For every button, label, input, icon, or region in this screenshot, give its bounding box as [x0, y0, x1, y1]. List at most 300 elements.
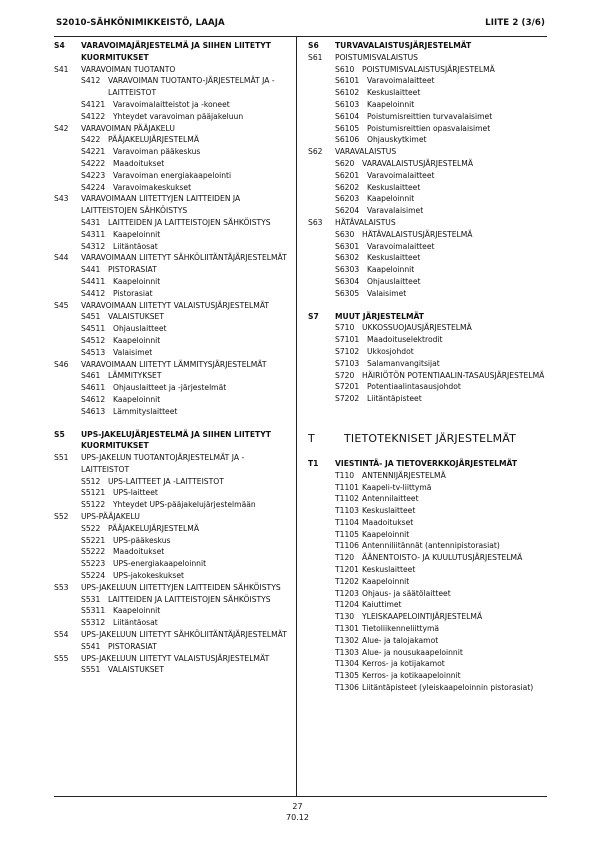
entry-title: UPS-LAITTEET JA -LAITTEISTOT — [108, 476, 224, 486]
entry-title: Kaiuttimet — [362, 600, 402, 610]
nomenclature-entry — [54, 323, 292, 335]
nomenclature-entry — [308, 564, 548, 576]
nomenclature-entry — [308, 346, 548, 358]
entry-title: Kaapeloinnit — [113, 276, 161, 286]
entry-code: S5 — [54, 429, 65, 439]
entry-code: S7102 — [335, 346, 360, 356]
nomenclature-entry — [54, 99, 292, 111]
entry-title: Kaapeloinnit — [113, 229, 161, 239]
entry-title: PISTORASIAT — [108, 641, 157, 651]
nomenclature-entry — [308, 241, 548, 253]
entry-title: VARAVOIMAN PÄÄJAKELU — [81, 123, 175, 133]
entry-code: T1302 — [335, 635, 359, 645]
entry-code: T1102 — [335, 494, 359, 504]
entry-title: VIESTINTÄ- JA TIETOVERKKOJÄRJESTELMÄT — [335, 458, 518, 468]
entry-code: S4222 — [81, 158, 106, 168]
entry-code: T1202 — [335, 576, 359, 586]
entry-title: Alue- ja nousukaapeloinnit — [362, 647, 463, 657]
nomenclature-entry — [308, 170, 548, 182]
entry-code: S63 — [308, 217, 323, 227]
nomenclature-entry — [308, 311, 548, 323]
nomenclature-entry — [308, 217, 548, 229]
nomenclature-entry — [308, 64, 548, 76]
entry-title: YLEISKAAPELOINTIJÄRJESTELMÄ — [362, 612, 483, 622]
entry-title: UPS-jakokeskukset — [113, 571, 184, 581]
entry-code: S531 — [81, 594, 101, 604]
entry-code: S620 — [335, 158, 355, 168]
entry-title: Varavoimalaitteet — [367, 170, 435, 180]
entry-title: Varavoiman pääkeskus — [113, 147, 201, 157]
entry-code: T1304 — [335, 659, 359, 669]
entry-title: Kaapeloinnit — [367, 265, 415, 275]
nomenclature-entry — [54, 594, 292, 606]
entry-code: S431 — [81, 217, 101, 227]
entry-title: Tietoliikenneliittymä — [362, 624, 440, 634]
entry-code: S62 — [308, 147, 323, 157]
entry-title: Kerros- ja kotikaapeloinnit — [362, 671, 461, 681]
entry-title: Valaisimet — [113, 347, 153, 357]
nomenclature-entry — [54, 241, 292, 253]
nomenclature-entry — [54, 123, 292, 135]
nomenclature-entry — [54, 217, 292, 229]
entry-title: Ohjauslaitteet ja -järjestelmät — [113, 383, 227, 393]
nomenclature-entry — [308, 182, 548, 194]
entry-title: Ohjauslaitteet — [367, 276, 421, 286]
nomenclature-entry — [54, 193, 292, 217]
entry-code: S4613 — [81, 406, 106, 416]
entry-code: T1301 — [335, 624, 359, 634]
nomenclature-entry — [54, 452, 292, 476]
nomenclature-entry — [54, 75, 292, 99]
nomenclature-entry — [308, 370, 548, 382]
entry-code: T1201 — [335, 565, 359, 575]
nomenclature-entry — [308, 658, 548, 670]
entry-title: LAITTEIDEN JA LAITTEISTOJEN SÄHKÖISTYS — [108, 594, 271, 604]
entry-code: S52 — [54, 512, 69, 522]
entry-code: S6204 — [335, 206, 360, 216]
entry-title: VARAVOIMAAN LIITETTYJEN LAITTEIDEN JA LAITTEISTOJEN SÄHKÖISTYS — [81, 194, 241, 216]
nomenclature-entry — [308, 322, 548, 334]
entry-title: Varavoiman energiakaapelointi — [113, 170, 232, 180]
entry-title: UPS-JAKELUN TUOTANTOJÄRJESTELMÄT JA -LAITTEISTOT — [81, 453, 245, 474]
entry-code: S6305 — [335, 288, 360, 298]
nomenclature-entry — [308, 588, 548, 600]
nomenclature-entry — [54, 359, 292, 371]
entry-title: Kaapeloinnit — [362, 576, 410, 586]
entry-code: S6304 — [335, 276, 360, 286]
entry-code: S512 — [81, 476, 101, 486]
nomenclature-entry — [308, 276, 548, 288]
entry-code: S4 — [54, 41, 65, 50]
entry-title: UKKOSSUOJAUSJÄRJESTELMÄ — [362, 323, 472, 333]
entry-code: S4612 — [81, 394, 106, 404]
entry-code: T1105 — [335, 529, 359, 539]
nomenclature-entry — [308, 635, 548, 647]
nomenclature-entry — [54, 111, 292, 123]
nomenclature-entry — [54, 546, 292, 558]
entry-code: S6203 — [335, 194, 360, 204]
entry-code: S4511 — [81, 324, 106, 334]
nomenclature-entry — [54, 511, 292, 523]
entry-title: Keskuslaitteet — [362, 565, 416, 575]
entry-code: S5221 — [81, 535, 106, 545]
section-spacer — [308, 447, 548, 458]
entry-title: ÄÄNENTOISTO- JA KUULUTUSJÄRJESTELMÄ — [362, 553, 523, 563]
entry-code: S61 — [308, 52, 323, 62]
nomenclature-entry — [308, 647, 548, 659]
entry-title: UPS-pääkeskus — [113, 535, 171, 545]
nomenclature-entry — [308, 529, 548, 541]
entry-code: S6106 — [335, 135, 360, 145]
left-column — [54, 40, 292, 676]
nomenclature-entry — [308, 576, 548, 588]
entry-code: S412 — [81, 76, 101, 86]
nomenclature-entry — [308, 552, 548, 564]
nomenclature-entry — [308, 431, 548, 447]
nomenclature-entry — [54, 229, 292, 241]
entry-title: Varavoimalaitteistot ja -koneet — [113, 99, 230, 109]
nomenclature-entry — [54, 64, 292, 76]
entry-code: S45 — [54, 300, 69, 310]
entry-code: T1106 — [335, 541, 359, 551]
entry-title: Varavoimalaitteet — [367, 76, 435, 86]
nomenclature-entry — [308, 193, 548, 205]
entry-title: LAITTEIDEN JA LAITTEISTOJEN SÄHKÖISTYS — [108, 217, 271, 227]
entry-title: Keskuslaitteet — [362, 506, 416, 516]
entry-code: T1305 — [335, 671, 359, 681]
entry-code: S5311 — [81, 606, 106, 616]
entry-code: S53 — [54, 582, 69, 592]
nomenclature-entry — [308, 381, 548, 393]
nomenclature-entry — [54, 476, 292, 488]
section-spacer — [308, 300, 548, 311]
entry-title: UPS-laitteet — [113, 488, 158, 498]
entry-code: T1203 — [335, 588, 359, 598]
entry-code: S422 — [81, 135, 101, 145]
nomenclature-entry — [54, 300, 292, 312]
entry-title: Keskuslaitteet — [367, 253, 421, 263]
entry-title: VARAVOIMAAN LIITETYT LÄMMITYSJÄRJESTELMÄT — [81, 359, 267, 369]
entry-code: S6302 — [335, 253, 360, 263]
nomenclature-entry — [308, 75, 548, 87]
entry-code: S4122 — [81, 111, 106, 121]
nomenclature-entry — [54, 40, 292, 64]
entry-title: Kaapeloinnit — [367, 99, 415, 109]
entry-title: TURVAVALAISTUSJÄRJESTELMÄT — [335, 41, 472, 50]
entry-code: S6105 — [335, 123, 360, 133]
entry-code: T110 — [335, 470, 355, 480]
nomenclature-entry — [308, 505, 548, 517]
nomenclature-entry — [54, 335, 292, 347]
right-column — [308, 40, 548, 694]
entry-title: PÄÄJAKELUJÄRJESTELMÄ — [108, 523, 200, 533]
entry-title: Ohjaus- ja säätölaitteet — [362, 588, 451, 598]
entry-code: S54 — [54, 630, 69, 640]
entry-title: Potentiaalintasausjohdot — [367, 382, 461, 392]
entry-code: S451 — [81, 312, 101, 322]
entry-title: TIETOTEKNISET JÄRJESTELMÄT — [344, 431, 517, 445]
entry-code: T1103 — [335, 506, 359, 516]
entry-code: S4311 — [81, 229, 106, 239]
entry-title: Poistumisreittien opasvalaisimet — [367, 123, 491, 133]
entry-code: S4121 — [81, 99, 106, 109]
entry-title: UPS-JAKELUUN LIITETTYJEN LAITTEIDEN SÄHKÖISTYS — [81, 582, 281, 592]
entry-title: Poistumisreittien turvavalaisimet — [367, 111, 493, 121]
entry-code: S441 — [81, 265, 101, 275]
nomenclature-entry — [308, 288, 548, 300]
entry-code: S5121 — [81, 488, 106, 498]
entry-code: S541 — [81, 641, 101, 651]
entry-code: T1101 — [335, 482, 359, 492]
nomenclature-entry — [54, 499, 292, 511]
entry-code: S4224 — [81, 182, 106, 192]
nomenclature-entry — [54, 429, 292, 453]
nomenclature-entry — [308, 670, 548, 682]
entry-title: Varavoimalaitteet — [367, 241, 435, 251]
nomenclature-entry — [54, 146, 292, 158]
nomenclature-entry — [308, 482, 548, 494]
entry-code: S6201 — [335, 170, 360, 180]
nomenclature-entry — [308, 611, 548, 623]
entry-code: T1303 — [335, 647, 359, 657]
nomenclature-entry — [308, 205, 548, 217]
column-divider — [296, 36, 297, 796]
header-rule — [54, 36, 547, 37]
entry-code: T1104 — [335, 517, 359, 527]
nomenclature-entry — [54, 370, 292, 382]
entry-code: S7202 — [335, 394, 360, 404]
nomenclature-entry — [308, 123, 548, 135]
nomenclature-entry — [308, 358, 548, 370]
nomenclature-entry — [308, 623, 548, 635]
entry-code: S5223 — [81, 559, 106, 569]
entry-title: Maadoitukset — [113, 547, 165, 557]
nomenclature-entry — [308, 517, 548, 529]
nomenclature-entry — [54, 276, 292, 288]
entry-code: S461 — [81, 371, 101, 381]
entry-title: Kaapeloinnit — [362, 529, 410, 539]
entry-title: Liitäntäosat — [113, 618, 158, 628]
nomenclature-entry — [54, 617, 292, 629]
entry-code: S4312 — [81, 241, 106, 251]
entry-title: Liitäntäosat — [113, 241, 158, 251]
nomenclature-entry — [54, 170, 292, 182]
entry-code: S4221 — [81, 147, 106, 157]
nomenclature-entry — [54, 641, 292, 653]
entry-title: Yhteydet UPS-pääjakelujärjestelmään — [113, 500, 256, 510]
section-spacer — [54, 418, 292, 429]
nomenclature-entry — [54, 523, 292, 535]
entry-code: S6101 — [335, 76, 360, 86]
entry-code: S46 — [54, 359, 69, 369]
entry-code: T1204 — [335, 600, 359, 610]
entry-title: Kaapeloinnit — [113, 335, 161, 345]
nomenclature-entry — [308, 52, 548, 64]
nomenclature-entry — [54, 182, 292, 194]
entry-title: HÄTÄVALAISTUSJÄRJESTELMÄ — [362, 229, 473, 239]
entry-title: VARAVOIMAJÄRJESTELMÄ JA SIIHEN LIITETYT KUORMITUKSET — [81, 41, 271, 62]
nomenclature-entry — [54, 664, 292, 676]
entry-code: S522 — [81, 523, 101, 533]
entry-title: UPS-JAKELUJÄRJESTELMÄ JA SIIHEN LIITETYT KUORMITUKSET — [81, 429, 271, 451]
entry-title: VALAISTUKSET — [108, 312, 164, 322]
document-header-title: S2010-SÄHKÖNIMIKKEISTÖ, LAAJA — [56, 18, 225, 28]
nomenclature-entry — [54, 288, 292, 300]
entry-title: Maadoitukset — [362, 517, 414, 527]
footer-rule — [54, 796, 547, 797]
entry-title: UPS-energiakaapeloinnit — [113, 559, 207, 569]
entry-title: VARAVOIMAAN LIITETYT SÄHKÖLIITÄNTÄJÄRJESTELMÄT — [81, 253, 287, 263]
entry-code: S4611 — [81, 383, 106, 393]
nomenclature-entry — [308, 229, 548, 241]
nomenclature-entry — [54, 629, 292, 641]
entry-code: S7201 — [335, 382, 360, 392]
entry-code: S720 — [335, 370, 355, 380]
nomenclature-entry — [308, 146, 548, 158]
entry-code: S4513 — [81, 347, 106, 357]
nomenclature-entry — [54, 347, 292, 359]
entry-code: S43 — [54, 194, 69, 204]
entry-code: S610 — [335, 64, 355, 74]
document-header-page-ref: LIITE 2 (3/6) — [485, 18, 545, 28]
entry-code: T1306 — [335, 683, 359, 693]
nomenclature-entry — [54, 134, 292, 146]
entry-title: Kaapeli-tv-liittymä — [362, 482, 432, 492]
entry-title: UPS-JAKELUUN LIITETYT SÄHKÖLIITÄNTÄJÄRJESTELMÄT — [81, 630, 287, 640]
nomenclature-entry — [308, 87, 548, 99]
entry-title: VARAVALAISTUS — [335, 147, 397, 157]
entry-title: Valaisimet — [367, 288, 407, 298]
nomenclature-entry — [308, 252, 548, 264]
entry-title: VARAVOIMAAN LIITETYT VALAISTUSJÄRJESTELMÄT — [81, 300, 270, 310]
nomenclature-entry — [54, 252, 292, 264]
entry-title: Antenniliitännät (antennipistorasiat) — [362, 541, 500, 551]
nomenclature-entry — [308, 334, 548, 346]
entry-code: S5312 — [81, 618, 106, 628]
nomenclature-entry — [54, 582, 292, 594]
nomenclature-entry — [308, 493, 548, 505]
entry-code: S6 — [308, 41, 319, 50]
nomenclature-entry — [308, 134, 548, 146]
entry-title: VARAVALAISTUSJÄRJESTELMÄ — [362, 158, 474, 168]
entry-title: Varavoimakeskukset — [113, 182, 192, 192]
entry-title: UPS-PÄÄJAKELU — [81, 512, 140, 522]
entry-title: Lämmityslaitteet — [113, 406, 178, 416]
entry-code: S6103 — [335, 99, 360, 109]
nomenclature-entry — [308, 393, 548, 405]
entry-code: S7101 — [335, 335, 360, 345]
nomenclature-entry — [54, 394, 292, 406]
entry-title: MUUT JÄRJESTELMÄT — [335, 311, 424, 321]
entry-title: Keskuslaitteet — [367, 88, 421, 98]
entry-title: Maadoitukset — [113, 158, 165, 168]
entry-code: S4412 — [81, 288, 106, 298]
nomenclature-entry — [308, 470, 548, 482]
entry-code: S4411 — [81, 276, 106, 286]
entry-title: Ohjauskytkimet — [367, 135, 427, 145]
entry-code: S6102 — [335, 88, 360, 98]
nomenclature-entry — [54, 653, 292, 665]
entry-code: S44 — [54, 253, 69, 263]
entry-title: VARAVOIMAN TUOTANTO-JÄRJESTELMÄT JA -LAITTEISTOT — [108, 76, 275, 98]
entry-title: Yhteydet varavoiman pääjakeluun — [113, 111, 244, 121]
entry-title: LÄMMITYKSET — [108, 371, 162, 381]
entry-title: VARAVOIMAN TUOTANTO — [81, 64, 176, 74]
entry-code: S6301 — [335, 241, 360, 251]
nomenclature-entry — [308, 682, 548, 694]
entry-code: S7 — [308, 311, 319, 321]
section-spacer — [308, 405, 548, 431]
entry-code: S6104 — [335, 111, 360, 121]
entry-code: T130 — [335, 612, 355, 622]
entry-title: POISTUMISVALAISTUSJÄRJESTELMÄ — [362, 64, 495, 74]
entry-code: S42 — [54, 123, 69, 133]
entry-title: PÄÄJAKELUJÄRJESTELMÄ — [108, 135, 200, 145]
entry-title: Kaapeloinnit — [113, 394, 161, 404]
nomenclature-entry — [54, 570, 292, 582]
entry-title: Ukkosjohdot — [367, 346, 414, 356]
entry-title: UPS-JAKELUUN LIITETYT VALAISTUSJÄRJESTELMÄT — [81, 653, 270, 663]
nomenclature-entry — [308, 540, 548, 552]
nomenclature-entry — [308, 40, 548, 52]
entry-code: S551 — [81, 665, 101, 675]
entry-code: S41 — [54, 64, 69, 74]
entry-title: Ohjauslaitteet — [113, 324, 167, 334]
entry-code: S6303 — [335, 265, 360, 275]
nomenclature-entry — [54, 487, 292, 499]
nomenclature-entry — [54, 311, 292, 323]
entry-title: Alue- ja talojakamot — [362, 635, 439, 645]
entry-title: HÄTÄVALAISTUS — [335, 217, 396, 227]
entry-code: S710 — [335, 323, 355, 333]
nomenclature-entry — [54, 406, 292, 418]
entry-code: T — [308, 431, 315, 445]
entry-code: S5122 — [81, 500, 106, 510]
entry-code: S4223 — [81, 170, 106, 180]
entry-title: HÄIRIÖTÖN POTENTIAALIN-TASAUSJÄRJESTELMÄ — [362, 370, 545, 380]
nomenclature-entry — [308, 111, 548, 123]
nomenclature-entry — [308, 599, 548, 611]
entry-code: S630 — [335, 229, 355, 239]
entry-title: ANTENNIJÄRJESTELMÄ — [362, 470, 446, 480]
entry-title: Varavalaisimet — [367, 206, 424, 216]
nomenclature-entry — [54, 535, 292, 547]
entry-code: S5222 — [81, 547, 106, 557]
entry-title: VALAISTUKSET — [108, 665, 164, 675]
entry-title: Maadoituselektrodit — [367, 335, 443, 345]
nomenclature-entry — [54, 382, 292, 394]
page-number: 27 — [292, 802, 303, 811]
entry-title: Keskuslaitteet — [367, 182, 421, 192]
nomenclature-entry — [54, 605, 292, 617]
entry-title: Pistorasiat — [113, 288, 153, 298]
nomenclature-entry — [54, 264, 292, 276]
nomenclature-entry — [54, 558, 292, 570]
nomenclature-entry — [308, 158, 548, 170]
entry-title: Liitäntäpisteet (yleiskaapeloinnin pistorasiat) — [362, 683, 534, 693]
nomenclature-entry — [54, 158, 292, 170]
entry-code: S6202 — [335, 182, 360, 192]
entry-title: Kaapeloinnit — [367, 194, 415, 204]
entry-code: S7103 — [335, 358, 360, 368]
entry-title: Antennilaitteet — [362, 494, 419, 504]
entry-title: Liitäntäpisteet — [367, 394, 422, 404]
entry-title: Kaapeloinnit — [113, 606, 161, 616]
entry-title: Salamanvangitsijat — [367, 358, 440, 368]
entry-title: Kerros- ja kotijakamot — [362, 659, 445, 669]
nomenclature-entry — [308, 99, 548, 111]
entry-code: S51 — [54, 453, 69, 463]
